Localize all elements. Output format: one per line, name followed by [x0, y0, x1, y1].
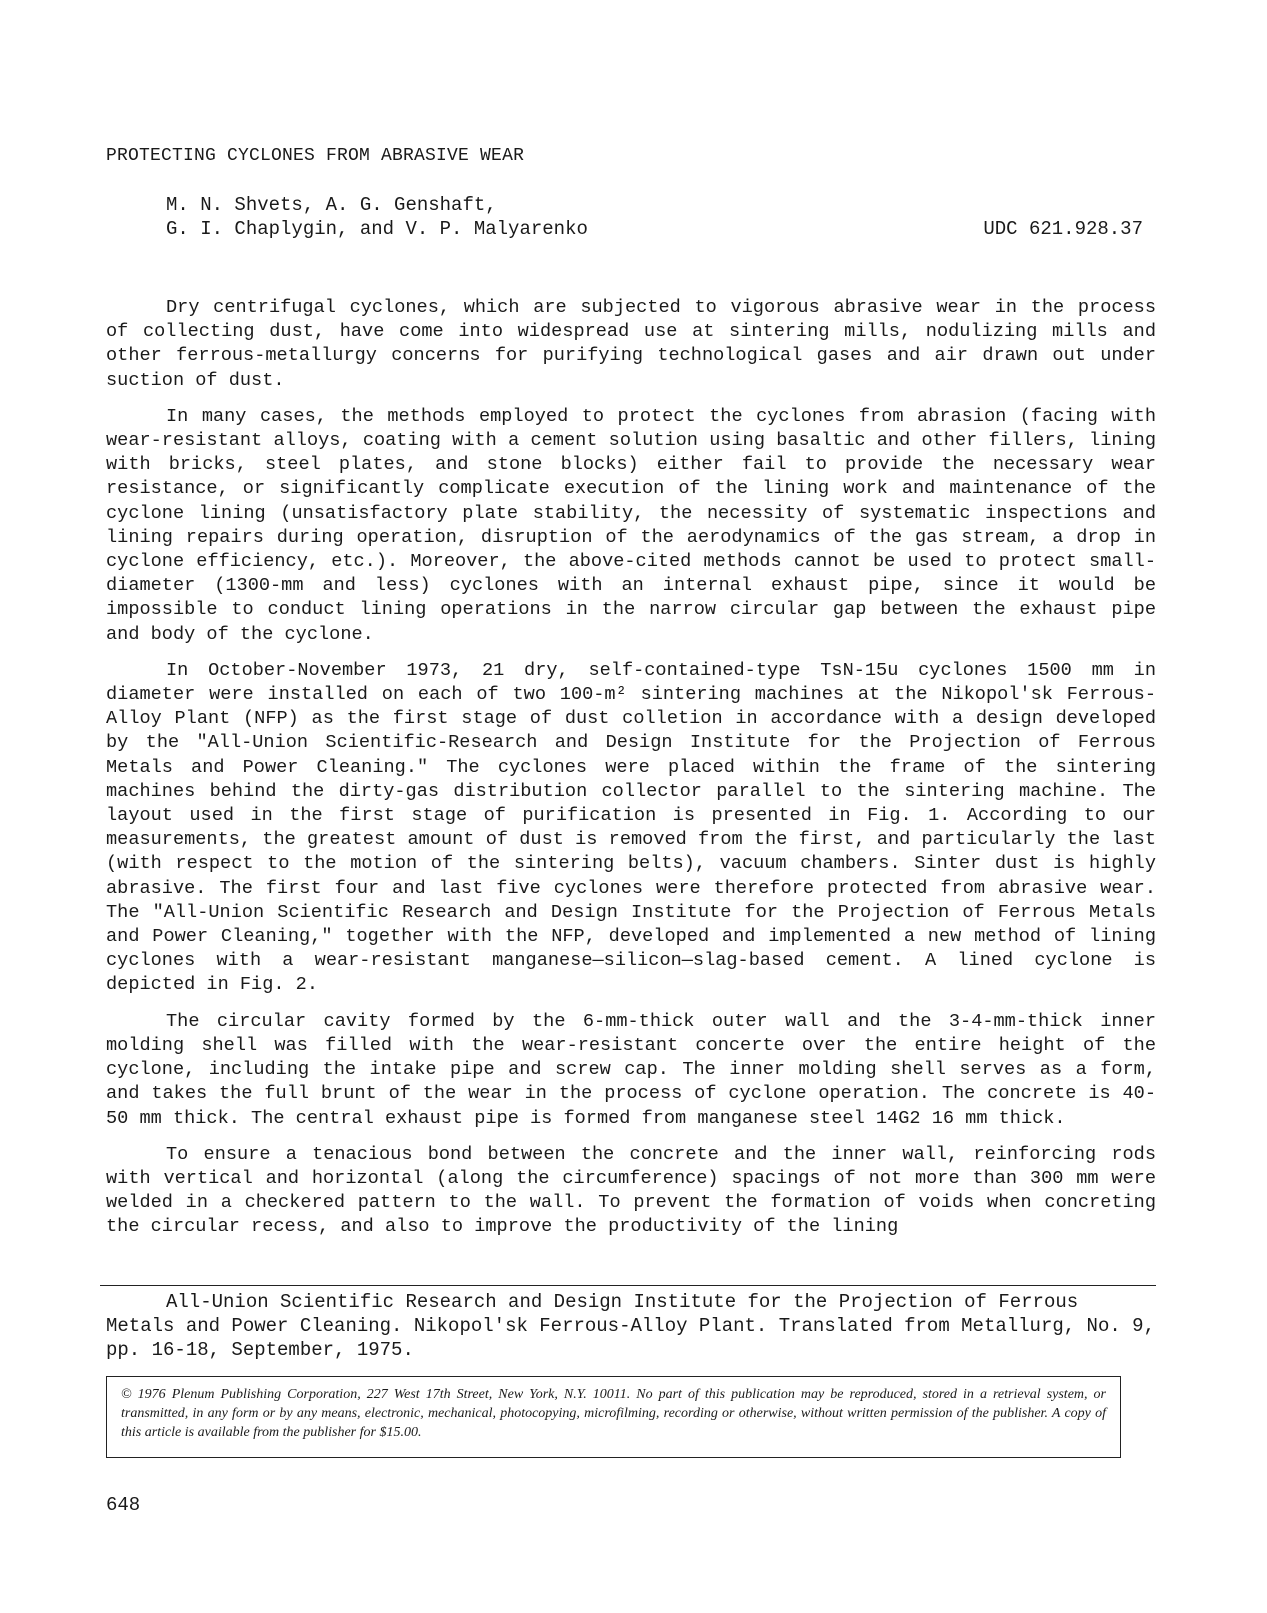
authors-line-1: M. N. Shvets, A. G. Genshaft,: [166, 194, 497, 216]
footnote-divider: [100, 1285, 1156, 1286]
article-title: PROTECTING CYCLONES FROM ABRASIVE WEAR: [106, 146, 525, 166]
body-paragraph-5: To ensure a tenacious bond between the concrete and the inner wall, reinforcing rods with vertical and horizontal (along the circumference) spacings of not more than 300 mm were welded in a checkered pattern to the wall. To prevent the formation of voids when concreting the circular recess, and also to improve the productivity of the lining: [106, 1143, 1156, 1238]
article-body: [106, 296, 1156, 1252]
udc-classification: UDC 621.928.37: [983, 218, 1143, 240]
author-list: [166, 193, 588, 241]
authors-line-2: G. I. Chaplygin, and V. P. Malyarenko: [166, 218, 588, 240]
affiliation-footnote: [106, 1290, 1156, 1362]
body-paragraph-1: Dry centrifugal cyclones, which are subjected to vigorous abrasive wear in the process of collecting dust, have come into widespread use at sintering mills, nodulizing mills and other ferrous-metallurgy concerns for purifying technological gases and air drawn out under suction of dust.: [106, 297, 1156, 391]
page-number: 648: [106, 1494, 141, 1516]
footnote-text: All-Union Scientific Research and Design Institute for the Projection of Ferrous Metals and Power Cleaning. Nikopol'sk Ferrous-Alloy Plant. Translated from Metallurg, No. 9, pp. 16-18, September, 1975.: [106, 1291, 1155, 1361]
copyright-text: © 1976 Plenum Publishing Corporation, 227 West 17th Street, New York, N.Y. 10011. No part of this publication may be reproduced, stored in a retrieval system, or transmitted, in any form or by any means, electronic, mechanical, photocopying, microfilming, recording or otherwise, without written permission of the publisher. A copy of this article is available from the publisher for $15.00.: [121, 1387, 1106, 1440]
body-paragraph-3: In October-November 1973, 21 dry, self-contained-type TsN-15u cyclones 1500 mm in diameter were installed on each of two 100-m² sintering machines at the Nikopol'sk Ferrous-Alloy Plant (NFP) as the first stage of dust colletion in accordance with a design developed by the "All-Union Scientific-Research and Design Institute for the Projection of Ferrous Metals and Power Cleaning." The cyclones were placed within the frame of the sintering machines behind the dirty-gas distribution collector parallel to the sintering machine. The layout used in the first stage of purification is presented in Fig. 1. According to our measurements, the greatest amount of dust is removed from the first, and particularly the last (with respect to the motion of the sintering belts), vacuum chambers. Sinter dust is highly abrasive. The first four and last five cyclones were therefore protected from abrasive wear. The "All-Union Scientific Research and Design Institute for the Projection of Ferrous Metals and Power Cleaning," together with the NFP, developed and implemented a new method of lining cyclones with a wear-resistant manganese—silicon—slag-based cement. A lined cyclone is depicted in Fig. 2.: [106, 659, 1156, 996]
body-paragraph-4: The circular cavity formed by the 6-mm-thick outer wall and the 3-4-mm-thick inner molding shell was filled with the wear-resistant concerte over the entire height of the cyclone, including the intake pipe and screw cap. The inner molding shell serves as a form, and takes the full brunt of the wear in the process of cyclone operation. The concrete is 40-50 mm thick. The central exhaust pipe is formed from manganese steel 14G2 16 mm thick.: [106, 1010, 1156, 1129]
copyright-notice: [106, 1376, 1121, 1458]
body-paragraph-2: In many cases, the methods employed to protect the cyclones from abrasion (facing with wear-resistant alloys, coating with a cement solution using basaltic and other fillers, lining with bricks, steel plates, and stone blocks) either fail to provide the necessary wear resistance, or significantly complicate execution of the lining work and maintenance of the cyclone lining (unsatisfactory plate stability, the necessity of systematic inspections and lining repairs during operation, disruption of the aerodynamics of the gas stream, a drop in cyclone efficiency, etc.). Moreover, the above-cited methods cannot be used to protect small-diameter (1300-mm and less) cyclones with an internal exhaust pipe, since it would be impossible to conduct lining operations in the narrow circular gap between the exhaust pipe and body of the cyclone.: [106, 405, 1156, 645]
